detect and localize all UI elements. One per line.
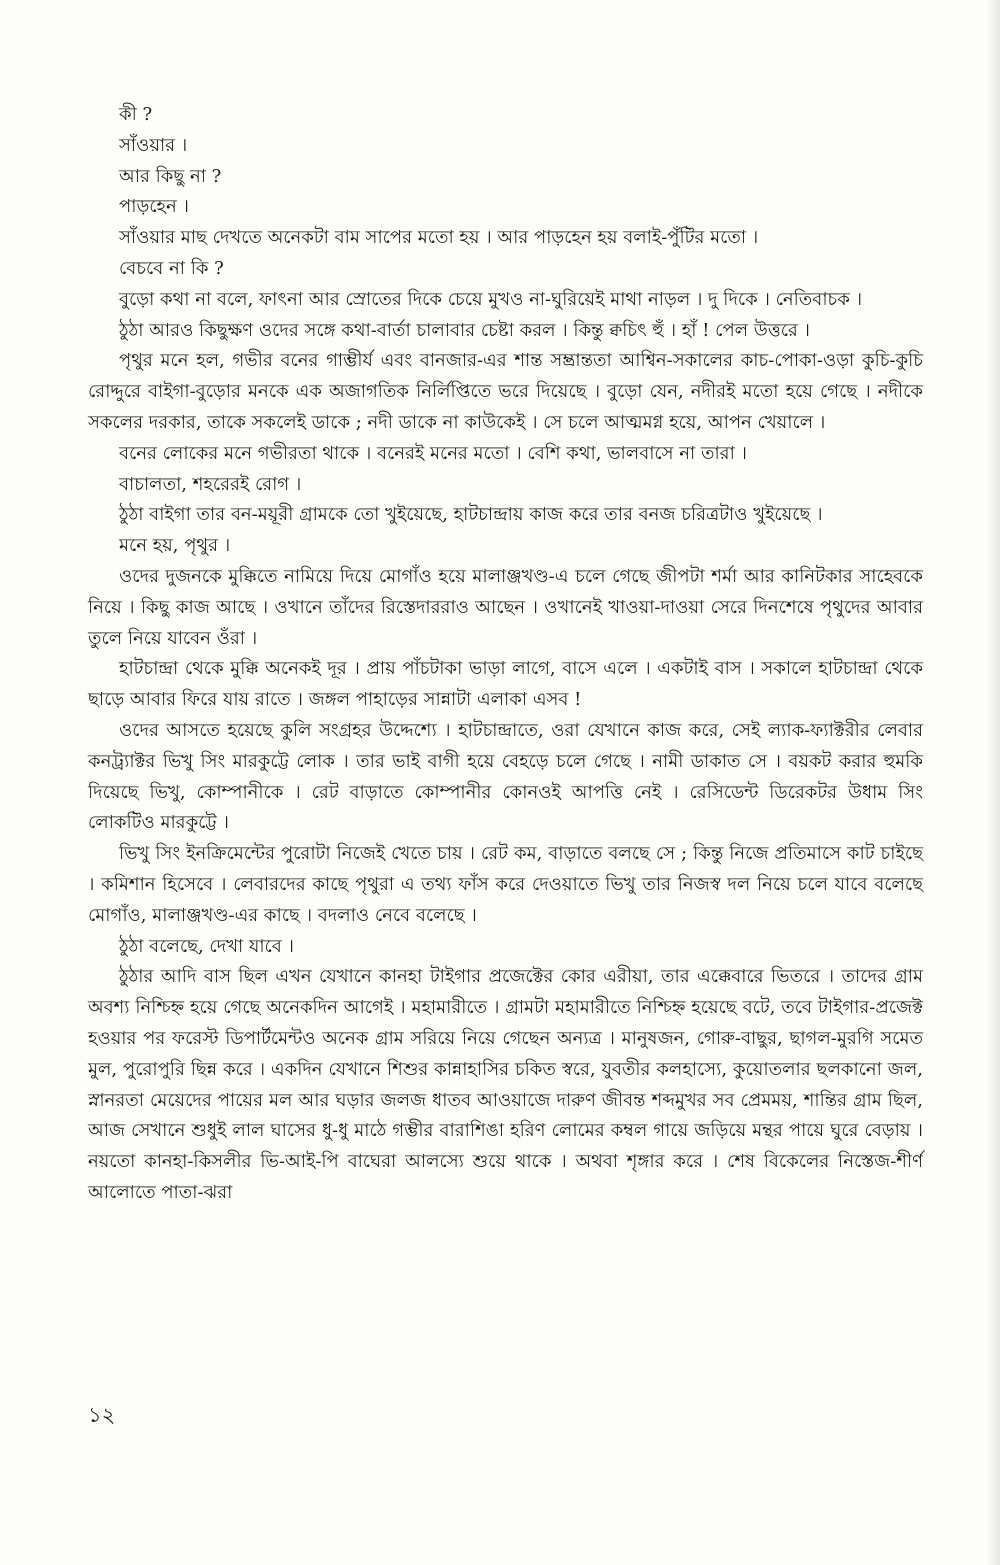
paragraph: মনে হয়, পৃথুর । <box>119 535 231 557</box>
paragraph: পৃথুর মনে হল, গভীর বনের গাম্ভীর্য এবং বানজার-এর শান্ত সম্ভ্রান্ততা আশ্বিন-সকালের কাচ-পোকা-ওড়া কুচি-কুচি রোদ্দুরে বাইগা-বুড়োর মনকে এক অজাগতিক নির্লিপ্তিতে ভরে দিয়েছে । বুড়ো যেন, নদীরই মতো হয়ে গেছে । নদীকে সকলের দরকার, তাকে সকলেই ডাকে ; নদী ডাকে না কাউকেই । সে চলে আত্মমগ্ন হয়ে, আপন খেয়ালে । <box>88 350 923 433</box>
paragraph: কী ? <box>119 104 153 125</box>
paragraph: ঠুঠা আরও কিছুক্ষণ ওদের সঙ্গে কথা-বার্তা চালাবার চেষ্টা করল । কিন্তু ক্বচিৎ হুঁ । হাঁ ! পেল উত্তরে । <box>119 319 810 341</box>
paragraph: ঠুঠার আদি বাস ছিল এখন যেখানে কানহা টাইগার প্রজেক্টের কোর এরীয়া, তার এক্কেবারে ভিতরে । তাদের গ্রাম অবশ্য নিশ্চিহ্ন হয়ে গেছে অনেকদিন আগেই । মহামারীতে । গ্রামটা মহামারীতে নিশ্চিহ্ন হয়েছে বটে, তবে টাইগার-প্রজেক্ট হওয়ার পর ফরেস্ট ডিপার্টমেন্টও অনেক গ্রাম সরিয়ে নিয়ে গেছেন অন্যত্র । মানুষজন, গোরু-বাছুর, ছাগল-মুরগি সমেত মুল, পুরোপুরি ছিন্ন করে । একদিন যেখানে শিশুর কান্নাহাসির চকিত স্বরে, যুবতীর কলহাস্যে, কুয়োতলার ছলকানো জল, স্নানরতা মেয়েদের পায়ের মল আর ঘড়ার জলজ ধাতব আওয়াজে দারুণ জীবন্ত শব্দমুখর সব প্রেমময়, শান্তির গ্রাম ছিল, আজ সেখানে শুধুই লাল ঘাসের ধু-ধু মাঠে গম্ভীর বারাশিঙা হরিণ লোমের কম্বল গায়ে জড়িয়ে মন্থর পায়ে ঘুরে বেড়ায় । নয়তো কানহা-কিসলীর ভি-আই-পি বাঘেরা আলস্যে শুয়ে থাকে । অথবা শৃঙ্গার করে । শেষ বিকেলের নিস্তেজ-শীর্ণ আলোতে পাতা-ঝরা <box>88 966 923 1203</box>
scan-edge-shadow <box>986 0 1000 1565</box>
paragraph: ওদের দুজনকে মুক্কিতে নামিয়ে দিয়ে মোগাঁও হয়ে মালাঞ্জখণ্ড-এ চলে গেছে জীপটা শর্মা আর কানিটকার সাহেবকে নিয়ে । কিছু কাজ আছে । ওখানে তাঁদের রিস্তেদাররাও আছেন । ওখানেই খাওয়া-দাওয়া সেরে দিনশেষে পৃথুদের আবার তুলে নিয়ে যাবেন ওঁরা । <box>88 565 923 649</box>
paragraph: পাড়হেন । <box>119 196 189 218</box>
paragraph: ঠুঠা বলেছে, দেখা যাবে । <box>119 935 294 957</box>
paragraph: বেচবে না কি ? <box>119 257 224 279</box>
paragraph: ঠুঠা বাইগা তার বন-ময়ূরী গ্রামকে তো খুইয়েছে, হাটচান্দ্রায় কাজ করে তার বনজ চরিত্রটাও খুইয়েছে । <box>119 504 823 526</box>
body-text <box>88 100 923 1209</box>
paragraph: ভিখু সিং ইনক্রিমেন্টের পুরোটা নিজেই খেতে চায় । রেট কম, বাড়াতে বলছে সে ; কিন্তু নিজে প্রতিমাসে কাট চাইছে । কমিশান হিসেবে । লেবারদের কাছে পৃথুরা এ তথ্য ফাঁস করে দেওয়াতে ভিখু তার নিজস্ব দল নিয়ে চলে যাবে বলেছে মোগাঁও, মালাঞ্জখণ্ড-এর কাছে । বদলাও নেবে বলেছে । <box>88 843 923 926</box>
paragraph: বুড়ো কথা না বলে, ফাৎনা আর স্রোতের দিকে চেয়ে মুখও না-ঘুরিয়েই মাথা নাড়ল । দু দিকে । নেতিবাচক । <box>119 288 863 310</box>
paragraph: বাচালতা, শহরেরই রোগ । <box>119 473 302 495</box>
page-number: ১২ <box>88 1403 116 1427</box>
paragraph: বনের লোকের মনে গভীরতা থাকে । বনেরই মনের মতো । বেশি কথা, ভালবাসে না তারা । <box>119 442 747 464</box>
paragraph: সাঁওয়ার । <box>119 134 188 156</box>
paragraph: আর কিছু না ? <box>119 165 222 187</box>
paragraph: ওদের আসতে হয়েছে কুলি সংগ্রহর উদ্দেশ্যে । হাটচান্দ্রাতে, ওরা যেখানে কাজ করে, সেই ল্যাক-ফ্যাক্টরীর লেবার কনট্র্যাক্টর ভিখু সিং মারকুট্টে লোক । তার ভাই বাগী হয়ে বেহড়ে চলে গেছে । নামী ডাকাত সে । বয়কট করার হুমকি দিয়েছে ভিখু, কোম্পানীকে । রেট বাড়াতে কোম্পানীর কোনওই আপত্তি নেই । রেসিডেন্ট ডিরেকটর উধাম সিং লোকটিও মারকুট্টে । <box>88 719 923 834</box>
paragraph: হাটচান্দ্রা থেকে মুক্কি অনেকই দূর । প্রায় পাঁচটাকা ভাড়া লাগে, বাসে এলে । একটাই বাস । সকালে হাটচান্দ্রা থেকে ছাড়ে আবার ফিরে যায় রাতে । জঙ্গল পাহাড়ের সান্নাটা এলাকা এসব ! <box>88 658 923 711</box>
paragraph: সাঁওয়ার মাছ দেখতে অনেকটা বাম সাপের মতো হয় । আর পাড়হেন হয় বলাই-পুঁটির মতো । <box>119 227 759 249</box>
